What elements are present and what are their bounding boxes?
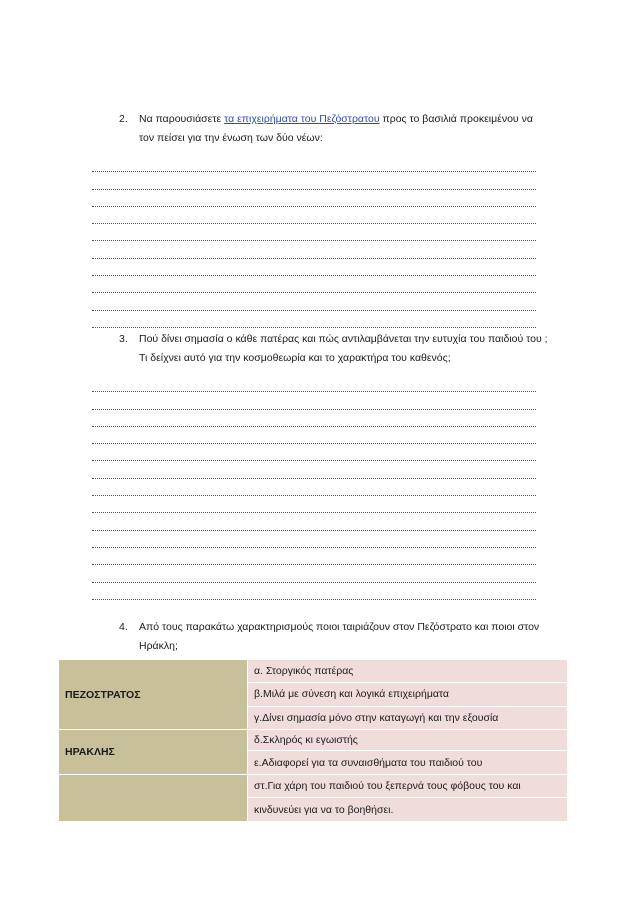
answer-line[interactable] [92, 586, 536, 603]
answer-line[interactable] [92, 244, 536, 261]
answer-line[interactable] [92, 314, 536, 331]
answer-line[interactable] [92, 158, 536, 175]
answer-line[interactable] [92, 210, 536, 227]
answer-line[interactable] [92, 378, 536, 395]
question-2 [119, 110, 549, 148]
question-text: Από τους παρακάτω χαρακτηρισμούς ποιοι ταιριάζουν στον Πεζόστρατο και ποιοι στον Ηράκλη; [139, 621, 540, 652]
answer-line[interactable] [92, 193, 536, 210]
answer-line[interactable] [92, 516, 536, 533]
arguments-link[interactable]: τα επιχειρήματα του Πεζόστρατου [224, 113, 380, 125]
answer-line[interactable] [92, 413, 536, 430]
option-cell: ε.Αδιαφορεί για τα συναισθήματα του παιδιού του [248, 751, 568, 775]
answer-line[interactable] [92, 568, 536, 585]
characteristics-table [58, 659, 567, 822]
option-cell: στ.Για χάρη του παιδιού του ξεπερνά τους φόβους του και [248, 774, 568, 798]
answer-line[interactable] [92, 175, 536, 192]
question-3 [119, 330, 549, 368]
question-text: Πού δίνει σημασία ο κάθε πατέρας και πώς αντιλαμβάνεται την ευτυχία του παιδιού του ; Τι δείχνει αυτό για την κοσμοθεωρία και το χαρακτήρα του καθενός; [139, 333, 548, 364]
option-cell: δ.Σκληρός κι εγωιστής [248, 730, 568, 751]
question-number: 4. [119, 621, 128, 633]
name-cell-pezostratos: ΠΕΖΟΣΤΡΑΤΟΣ [59, 660, 248, 730]
answer-line[interactable] [92, 464, 536, 481]
answer-line[interactable] [92, 279, 536, 296]
name-cell-empty [59, 774, 248, 821]
answer-line[interactable] [92, 447, 536, 464]
name-cell-iraklis: ΗΡΑΚΛΗΣ [59, 730, 248, 775]
question-text: Να παρουσιάσετε τα επιχειρήματα του Πεζόστρατου προς το βασιλιά προκειμένου να τον πείσει για την ένωση των δύο νέων: [139, 113, 533, 144]
answer-lines-q3[interactable] [92, 378, 536, 603]
option-cell: κινδυνεύει για να το βοηθήσει. [248, 798, 568, 822]
question-number: 2. [119, 113, 128, 125]
answer-line[interactable] [92, 499, 536, 516]
answer-line[interactable] [92, 395, 536, 412]
answer-line[interactable] [92, 430, 536, 447]
answer-line[interactable] [92, 296, 536, 313]
question-number: 3. [119, 333, 128, 345]
answer-line[interactable] [92, 227, 536, 244]
option-cell: β.Μιλά με σύνεση και λογικά επιχειρήματα [248, 683, 568, 707]
answer-line[interactable] [92, 534, 536, 551]
answer-line[interactable] [92, 482, 536, 499]
option-cell: γ.Δίνει σημασία μόνο στην καταγωγή και την εξουσία [248, 706, 568, 730]
question-4 [119, 618, 549, 656]
answer-lines-q2[interactable] [92, 158, 536, 331]
option-cell: α. Στοργικός πατέρας [248, 660, 568, 683]
answer-line[interactable] [92, 262, 536, 279]
answer-line[interactable] [92, 551, 536, 568]
